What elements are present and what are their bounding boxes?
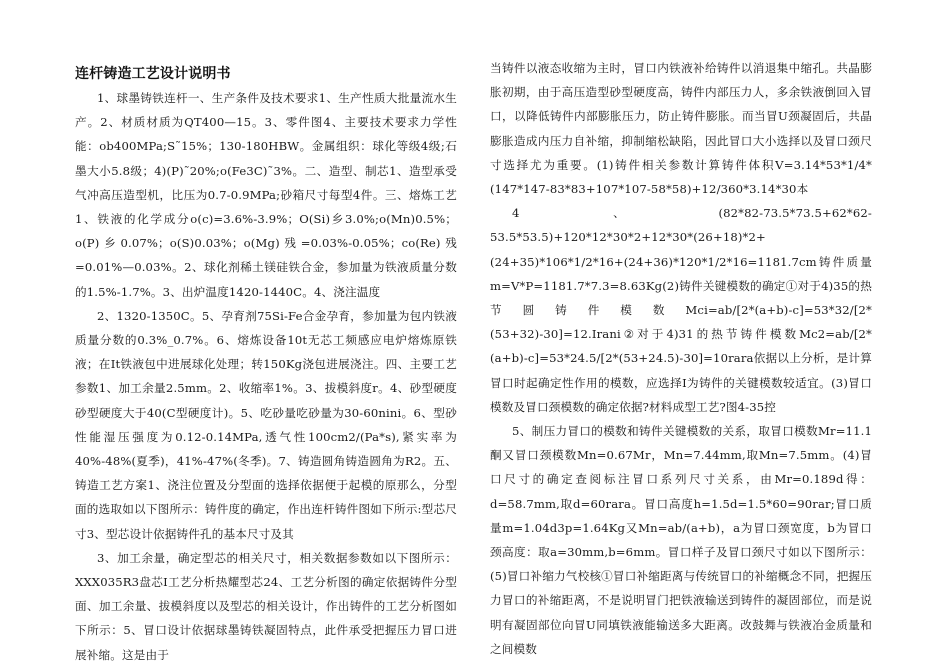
body-paragraph: 1、球墨铸铁连杆一、生产条件及技术要求1、生产性质大批量流水生产。2、材质材质为QT400—15。3、零件图4、主要技术要求力学性能：ob400MPa;S˜15%；130-180HBW。金属组织：球化等级4级;石墨大小5.8级；4)(P)˜20%;o(Fe3C)˜3%。二、造型、制芯1、造型承受气冲高压造型机，比压为0.7-0.9MPa;砂箱尺寸每型4件。三、熔炼工艺1、铁液的化学成分o(c)=3.6%-3.9%；O(Si)乡3.0%;o(Mn)0.5%；o(P)乡0.07%；o(S)0.03%；o(Mg)残=0.03%-0.05%；co(Re)残=0.01%—0.03%。2、球化剂稀土镁硅铁合金，参加量为铁液质量分数的1.5%-1.7%。3、出炉温度1420-1440C。4、浇注温度: [75, 91, 457, 299]
body-paragraph: 4、(82*82-73.5*73.5+62*62-53.5*53.5)+120*12*30*2+12*30*(26+18)*2+(24+35)*106*1/2*16+(24+36)*120*1/2*16=1181.7cm铸件质量m=V*P=1181.7*7.3=8.63Kg(2)铸件关键模数的确定①对于4)35的热节圆铸件模数Mci=ab/[2*(a+b)-c]=53*32/[2*(53+32)-30]=12.Irani②对于4)31的热节铸件模数Mc2=ab/[2*(a+b)-c]=53*24.5/[2*(53+24.5)-30]=10rara依据以上分析，是计算冒口时起确定性作用的模数，应选择Ⅰ为铸件的关键模数较适宜。(3)冒口模数及冒口颈模数的确定依据?材料成型工艺?图4-35控: [490, 206, 872, 414]
right-column: [490, 56, 872, 661]
document-title: 连杆铸造工艺设计说明书: [75, 66, 231, 82]
left-column: [75, 56, 457, 667]
body-paragraph: 3、加工余量，确定型芯的相关尺寸，相关数据参数如以下图所示：XXX035R3盘芯Ⅰ工艺分析热耀型芯24、工艺分析图的确定依据铸件分型面、加工余量、拔模斜度以及型芯的相关设计，作出铸件的工艺分析图如下所示：5、冒口设计依据球墨铸铁凝固特点，此件承受把握压力冒口进展补缩。这是由于: [75, 550, 457, 662]
body-paragraph: 5、制压力冒口的模数和铸件关键模数的关系，取冒口模数Mr=11.1酮又冒口颈模数Mn=0.67Mr，Mn=7.44mm,取Mn=7.5mm。(4)冒口尺寸的确定查阅标注冒口系列尺寸关系，由Mr=0.189d得：d=58.7mm,取d=60rara。冒口高度h=1.5d=1.5*60=90rar;冒口质量m=1.04d3p=1.64Kg又Mn=ab/(a+b)，a为冒口颈宽度，b为冒口颈高度：取a=30mm,b=6mm。冒口样子及冒口颈尺寸如以下图所示：(5)冒口补缩力气校核①冒口补缩距离与传统冒口的补缩概念不同，把握压力冒口的补缩距离，不是说明冒门把铁液输送到铸件的凝固部位，而是说明有凝固部位向冒U同填铁液能输送多大距离。改鼓舞与铁液冶金质量和之间模数: [490, 424, 872, 656]
body-paragraph: 2、1320-1350C。5、孕育剂75Si-Fe合金孕育，参加量为包内铁液质量分数的0.3%_0.7%。6、熔炼设备10t无芯工频感应电炉熔炼原铁液；在It铁液包中进展球化处理；转150Kg浇包进展浇注。四、主要工艺参数1、加工余量2.5mm。2、收缩率1%。3、拔模斜度r。4、砂型硬度砂型硬度大于40(C型硬度计)。5、吃砂量吃砂量为30-60nini。6、型砂性能湿压强度为0.12-0.14MPa,透气性100cm2/(Pa*s),紧实率为40%-48%(夏季)，41%-47%(冬季)。7、铸造圆角铸造圆角为R2。五、铸造工艺方案1、浇注位置及分型面的选择依据便于起模的原那么，分型面的选取如以下图所示：铸件度的确定，作出连杆铸件图如下所示:型芯尺寸3、型芯设计依据铸件孔的基本尺寸及其: [75, 308, 457, 541]
body-paragraph: 当铸件以液态收缩为主时，冒口内铁液补给铸件以消退集中缩孔。共晶膨胀初期，由于高压造型砂型硬度高，铸件内部压力人，多余铁液倒回入冒口，以降低铸件内部膨胀压力，防止铸件膨胀。而当冒U颈凝固后，共晶膨胀造成内压力自补缩，抑制缩松缺陷，因此冒口大小选择以及冒口颈尺寸选择尤为重要。(1)铸件相关参数计算铸件体积V=3.14*53*1/4*(147*147-83*83+107*107-58*58)+12/360*3.14*30本: [490, 61, 872, 197]
